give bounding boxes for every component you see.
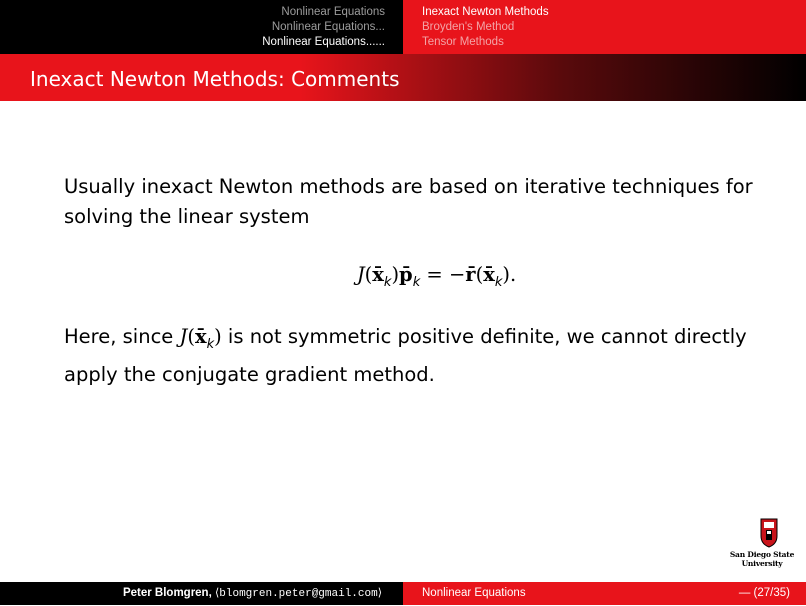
logo-line-1: San Diego State [729, 550, 795, 559]
nav-section-3-current[interactable]: Nonlinear Equations...... [262, 36, 385, 48]
eq-x: x̄ [372, 263, 384, 286]
sdsu-logo [722, 518, 802, 568]
footer-page-number: — (27/35) [738, 587, 790, 599]
eq-open-paren-2: ( [475, 263, 484, 286]
footer-presentation-title[interactable]: Nonlinear Equations [422, 587, 526, 599]
linear-system-equation [64, 260, 754, 298]
eq-jacobian: J [356, 263, 365, 286]
nav-section-1[interactable]: Nonlinear Equations [281, 6, 385, 18]
eq-close-paren: ) [391, 263, 400, 286]
nav-subsection-tensor[interactable]: Tensor Methods [422, 36, 504, 48]
eq-equals-neg: = − [420, 263, 466, 286]
para2-after: is not symmetric positive definite, we cannot directly apply the conjugate gradient method. [64, 325, 747, 386]
paragraph-comment [64, 322, 754, 390]
eq-end: ). [502, 263, 517, 286]
frame-title-bar [0, 54, 806, 101]
eq-sub-k-2: k [412, 275, 421, 290]
eq-r: r̄ [465, 263, 476, 286]
section-navigation [0, 0, 403, 54]
footer-author: Peter Blomgren, [122, 587, 212, 599]
inline-close-paren: ) [214, 325, 222, 348]
footer-title-box [403, 582, 806, 605]
inline-x: x̄ [194, 325, 207, 348]
inline-jacobian: J [179, 325, 188, 348]
inline-open-paren: ( [187, 325, 195, 348]
eq-sub-k-3: k [494, 275, 503, 290]
eq-open-paren: ( [364, 263, 373, 286]
nav-subsection-broyden[interactable]: Broyden's Method [422, 21, 515, 33]
shield-icon [760, 518, 778, 548]
eq-p: p̄ [399, 263, 413, 286]
frame-title: Inexact Newton Methods: Comments [30, 67, 400, 91]
footer-email[interactable]: ⟨blomgren.peter@gmail.com⟩ [214, 588, 382, 600]
logo-wordmark [722, 550, 802, 568]
logo-line-2: University [741, 559, 783, 568]
nav-section-2[interactable]: Nonlinear Equations... [271, 21, 385, 33]
footer-author-box [0, 582, 403, 605]
subsection-navigation [403, 0, 806, 54]
header-navigation [0, 0, 806, 54]
nav-subsection-inexact-newton[interactable]: Inexact Newton Methods [422, 6, 549, 18]
para2-before: Here, since [64, 325, 180, 348]
paragraph-intro: Usually inexact Newton methods are based on iterative techniques for solving the linear system [64, 175, 753, 228]
slide-content [64, 172, 754, 390]
eq-x-2: x̄ [483, 263, 495, 286]
inline-sub-k: k [206, 337, 215, 352]
eq-sub-k: k [383, 275, 392, 290]
footer [0, 582, 806, 605]
